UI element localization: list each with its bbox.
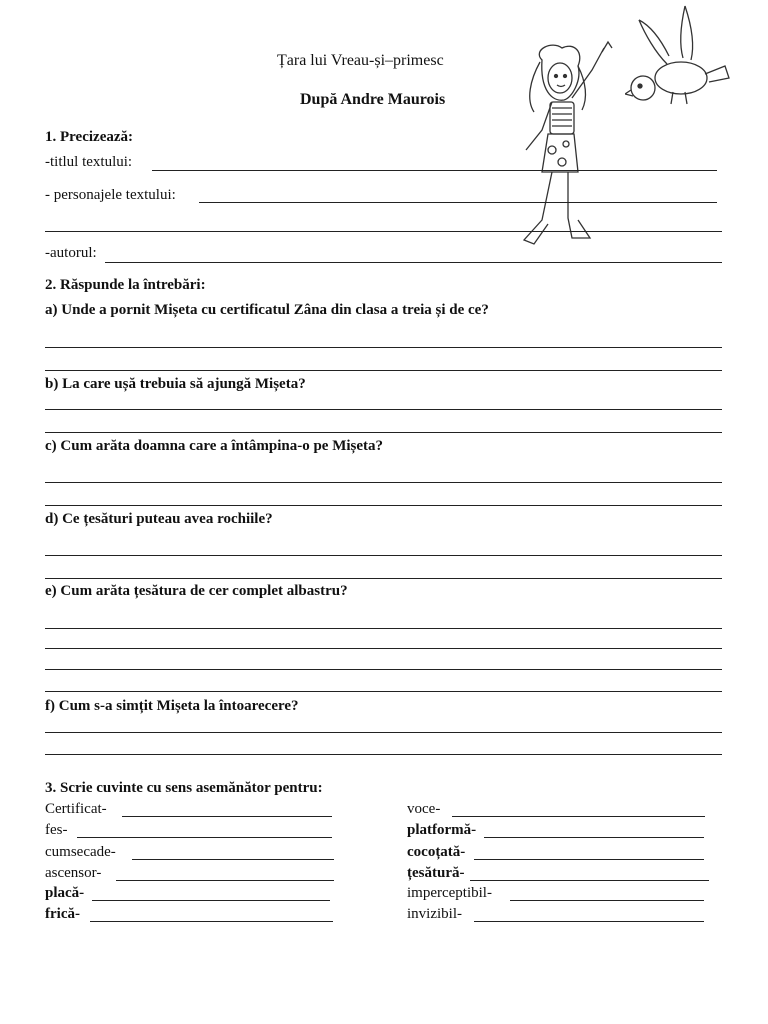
answer-e-line-1[interactable] — [45, 628, 722, 629]
synonym-left-line[interactable] — [132, 859, 334, 860]
title-label: -titlul textului: — [45, 154, 133, 170]
synonym-right-line[interactable] — [470, 880, 709, 881]
answer-f-line-1[interactable] — [45, 732, 722, 733]
synonym-right-line[interactable] — [510, 900, 704, 901]
answer-c-line-2[interactable] — [45, 505, 722, 506]
answer-b-line-2[interactable] — [45, 432, 722, 433]
synonym-right-line[interactable] — [452, 816, 705, 817]
section2-heading: 2. Răspunde la întrebări: — [45, 277, 206, 293]
answer-b-line-1[interactable] — [45, 409, 722, 410]
synonym-right-line[interactable] — [474, 921, 704, 922]
synonym-right-line[interactable] — [474, 859, 704, 860]
synonym-right-label: platformă- — [407, 822, 477, 838]
synonym-left-label: ascensor- — [45, 865, 102, 881]
worksheet-subtitle: După Andre Maurois — [300, 91, 446, 108]
synonym-right-label: voce- — [407, 801, 441, 817]
synonym-left-label: frică- — [45, 906, 80, 922]
synonym-right-label: imperceptibil- — [407, 885, 492, 901]
title-answer-line[interactable] — [152, 170, 717, 171]
question-d: d) Ce țesături puteau avea rochiile? — [45, 511, 273, 527]
girl-waving-drawing — [512, 40, 622, 250]
section3-heading: 3. Scrie cuvinte cu sens asemănător pentru: — [45, 780, 323, 796]
answer-a-line-2[interactable] — [45, 370, 722, 371]
characters-label: - personajele textului: — [45, 187, 176, 203]
synonym-left-line[interactable] — [122, 816, 332, 817]
answer-a-line-1[interactable] — [45, 347, 722, 348]
synonym-right-label: țesătură- — [407, 865, 465, 881]
synonym-left-line[interactable] — [92, 900, 330, 901]
answer-e-line-2[interactable] — [45, 648, 722, 649]
section1-heading: 1. Precizează: — [45, 129, 134, 145]
question-b: b) La care ușă trebuia să ajungă Mișeta? — [45, 376, 306, 392]
synonym-left-label: placă- — [45, 885, 85, 901]
synonym-left-label: fes- — [45, 822, 68, 838]
synonym-left-label: cumsecade- — [45, 844, 116, 860]
answer-d-line-2[interactable] — [45, 578, 722, 579]
question-f: f) Cum s-a simțit Mișeta la întoarecere? — [45, 698, 299, 714]
answer-e-line-4[interactable] — [45, 691, 722, 692]
synonym-left-line[interactable] — [90, 921, 333, 922]
answer-c-line-1[interactable] — [45, 482, 722, 483]
answer-e-line-3[interactable] — [45, 669, 722, 670]
worksheet-title: Țara lui Vreau-și–primesc — [277, 52, 444, 69]
question-e: e) Cum arăta țesătura de cer complet albastru? — [45, 583, 348, 599]
characters-answer-line-2[interactable] — [45, 231, 722, 232]
author-label: -autorul: — [45, 245, 97, 261]
question-a: a) Unde a pornit Mișeta cu certificatul Zâna din clasa a treia și de ce? — [45, 302, 489, 318]
author-answer-line[interactable] — [105, 262, 722, 263]
synonym-right-label: invizibil- — [407, 906, 462, 922]
answer-f-line-2[interactable] — [45, 754, 722, 755]
synonym-left-label: Certificat- — [45, 801, 107, 817]
synonym-right-label: cocoțată- — [407, 844, 466, 860]
synonym-left-line[interactable] — [77, 837, 332, 838]
characters-answer-line[interactable] — [199, 202, 717, 203]
synonym-left-line[interactable] — [116, 880, 334, 881]
question-c: c) Cum arăta doamna care a întâmpina-o pe Mișeta? — [45, 438, 384, 454]
synonym-right-line[interactable] — [484, 837, 704, 838]
answer-d-line-1[interactable] — [45, 555, 722, 556]
bird-drawing — [625, 4, 735, 114]
